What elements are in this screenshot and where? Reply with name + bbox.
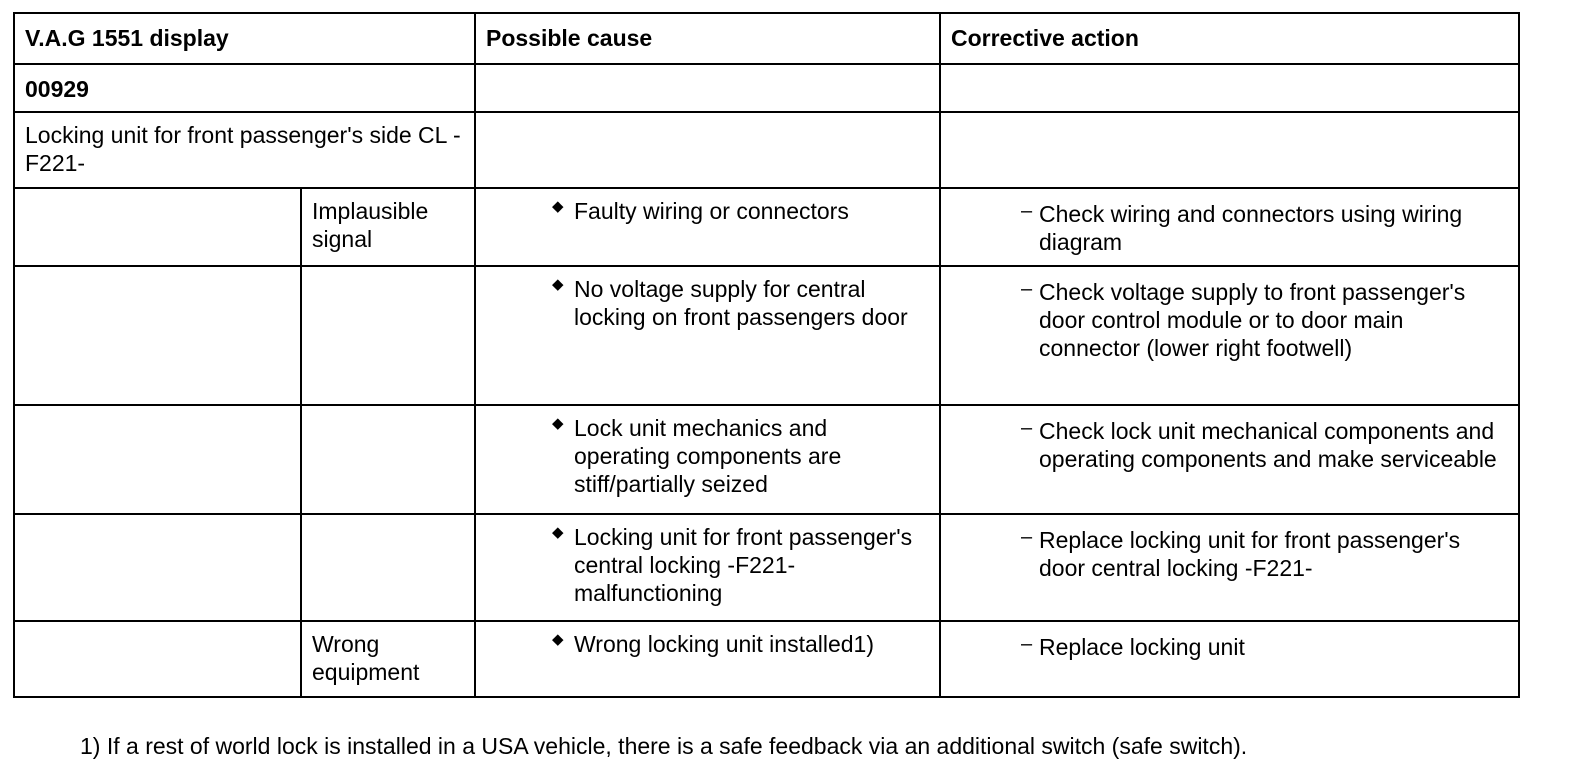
- empty-cell: [940, 64, 1519, 112]
- cause-cell: [475, 621, 940, 697]
- action-text: Replace locking unit for front passenger's door central locking -F221-: [1039, 527, 1461, 581]
- empty-cell: [940, 112, 1519, 188]
- header-display: V.A.G 1551 display: [14, 13, 475, 64]
- empty-cell: [475, 112, 940, 188]
- action-cell: [940, 405, 1519, 514]
- action-cell: [940, 621, 1519, 697]
- bullet-icon: ◆: [552, 198, 564, 215]
- diagnostic-table-container: [13, 12, 1518, 698]
- component-row: [14, 112, 1519, 188]
- header-action: Corrective action: [940, 13, 1519, 64]
- symptom-cell: [301, 514, 475, 621]
- action-text: Check voltage supply to front passenger's door control module or to door main connector (lower right footwell): [1039, 279, 1466, 361]
- symptom-cell: Wrong equipment: [301, 621, 475, 697]
- action-text: Check wiring and connectors using wiring diagram: [1039, 201, 1463, 255]
- action-cell: [940, 266, 1519, 405]
- action-text: Check lock unit mechanical components and operating components and make serviceable: [1039, 418, 1497, 472]
- action-cell: [940, 514, 1519, 621]
- dash-icon: –: [1021, 633, 1033, 655]
- cause-text: No voltage supply for central locking on front passengers door: [574, 276, 908, 330]
- dash-icon: –: [1021, 417, 1033, 439]
- empty-cell: [14, 514, 301, 621]
- symptom-cell: [301, 405, 475, 514]
- bullet-icon: ◆: [552, 415, 564, 432]
- table-row: [14, 266, 1519, 405]
- symptom-cell: Implausible signal: [301, 188, 475, 266]
- table-row: [14, 188, 1519, 266]
- dash-icon: –: [1021, 526, 1033, 548]
- symptom-cell: [301, 266, 475, 405]
- cause-text: Locking unit for front passenger's central locking -F221- malfunctioning: [574, 524, 913, 606]
- footnote: 1) If a rest of world lock is installed in a USA vehicle, there is a safe feedback via an additional switch (safe switch).: [80, 733, 1248, 759]
- fault-code: 00929: [14, 64, 475, 112]
- table-row: [14, 621, 1519, 697]
- cause-cell: [475, 514, 940, 621]
- cause-text: Wrong locking unit installed1): [574, 631, 875, 657]
- cause-cell: [475, 405, 940, 514]
- header-cause: Possible cause: [475, 13, 940, 64]
- cause-cell: [475, 266, 940, 405]
- action-text: Replace locking unit: [1039, 634, 1245, 660]
- action-cell: [940, 188, 1519, 266]
- cause-text: Faulty wiring or connectors: [574, 198, 849, 224]
- empty-cell: [14, 266, 301, 405]
- bullet-icon: ◆: [552, 631, 564, 648]
- diagnostic-table: [13, 12, 1520, 698]
- cause-text: Lock unit mechanics and operating components are stiff/partially seized: [574, 415, 842, 497]
- table-row: [14, 514, 1519, 621]
- dash-icon: –: [1021, 278, 1033, 300]
- dash-icon: –: [1021, 200, 1033, 222]
- bullet-icon: ◆: [552, 524, 564, 541]
- header-row: [14, 13, 1519, 64]
- empty-cell: [475, 64, 940, 112]
- empty-cell: [14, 621, 301, 697]
- cause-cell: [475, 188, 940, 266]
- table-row: [14, 405, 1519, 514]
- fault-code-row: [14, 64, 1519, 112]
- empty-cell: [14, 405, 301, 514]
- empty-cell: [14, 188, 301, 266]
- component-name: Locking unit for front passenger's side CL -F221-: [14, 112, 475, 188]
- bullet-icon: ◆: [552, 276, 564, 293]
